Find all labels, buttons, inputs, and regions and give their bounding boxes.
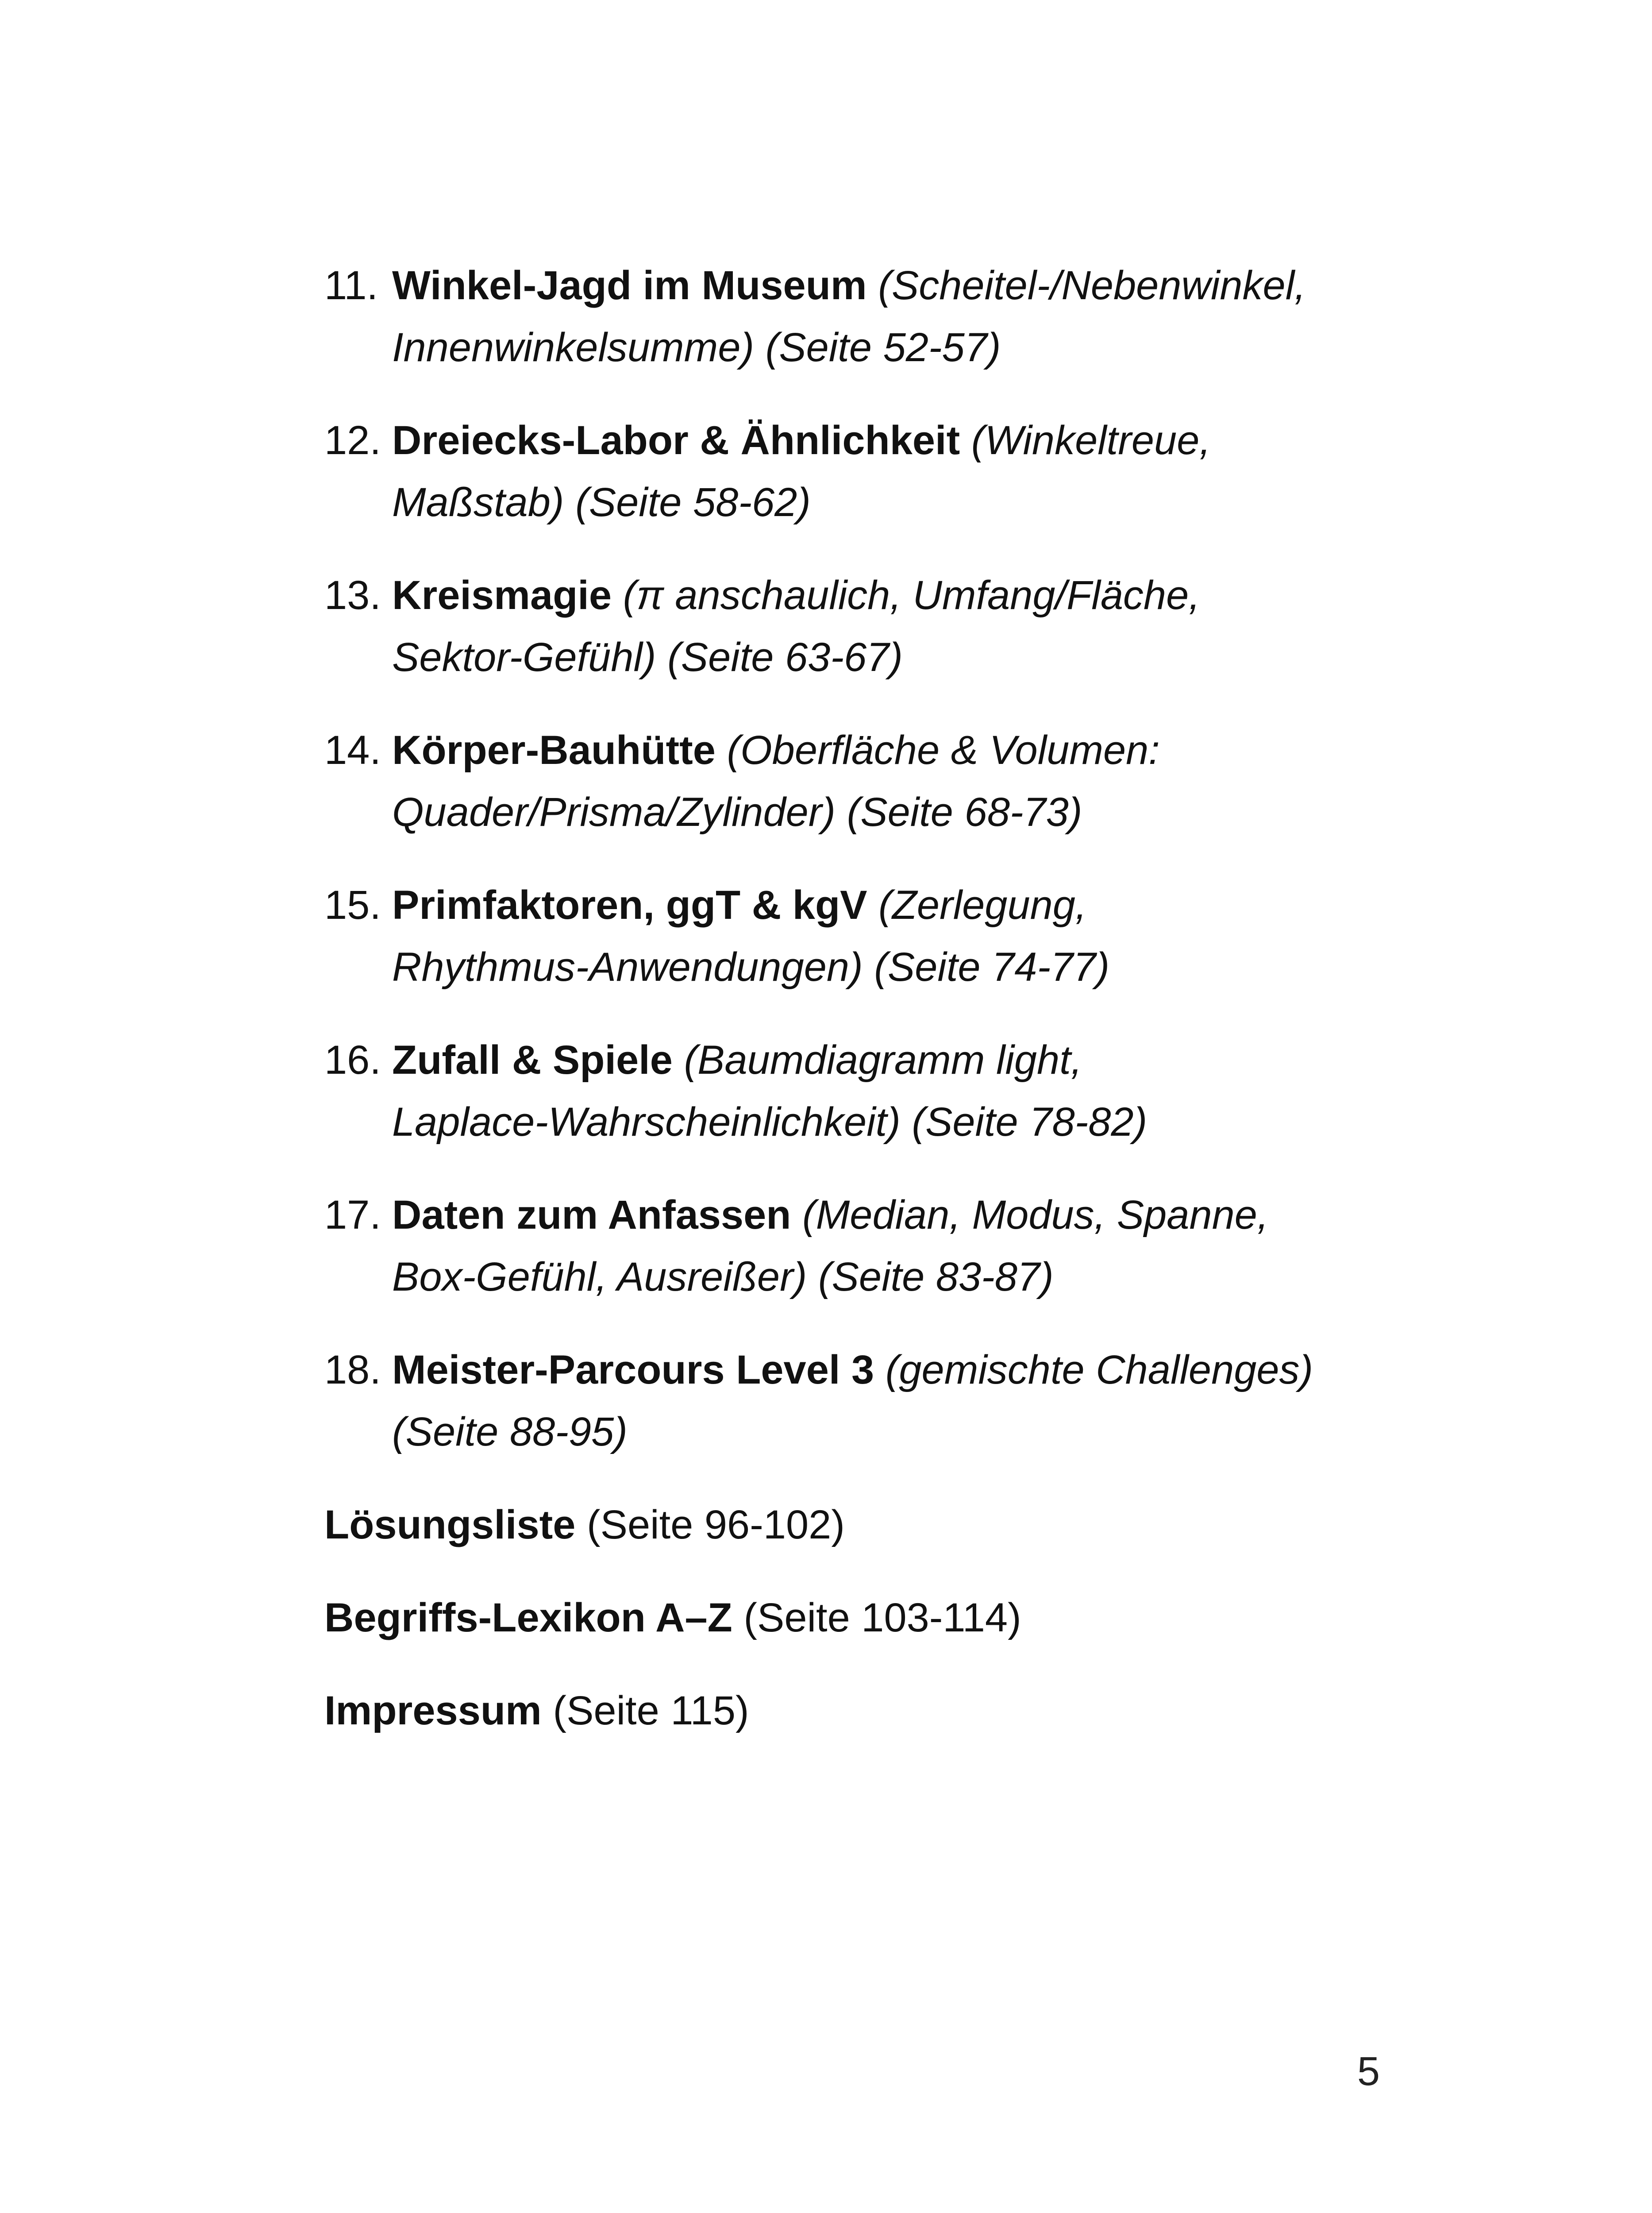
toc-entry-text (392, 254, 1475, 378)
toc-entry-description: (Scheitel-/Nebenwinkel, (866, 263, 1306, 308)
toc-entry-description: (Baumdiagramm light, (672, 1037, 1082, 1083)
toc-entry-number: 13. (324, 573, 381, 618)
toc-entry-pages: (Seite 115) (541, 1688, 749, 1733)
toc-entry-begriffs-lexikon[interactable] (324, 1587, 1475, 1649)
toc-entry-impressum[interactable] (324, 1680, 1475, 1742)
toc-entry-number: 18. (324, 1347, 381, 1392)
toc-entry-title: Lösungsliste (324, 1502, 576, 1547)
toc-entry-number: 11. (324, 263, 378, 308)
page-number: 5 (1357, 2049, 1380, 2094)
table-of-contents (324, 254, 1475, 1773)
toc-entry-text (392, 719, 1475, 843)
toc-entry-text (392, 409, 1475, 533)
toc-entry-number: 12. (324, 418, 381, 463)
toc-entry-title: Begriffs-Lexikon A–Z (324, 1595, 732, 1640)
toc-entry-13[interactable] (324, 564, 1475, 688)
toc-entry-description-cont: (Seite 88-95) (392, 1409, 628, 1454)
toc-entry-text (392, 1339, 1475, 1463)
toc-entry-title: Winkel-Jagd im Museum (392, 263, 867, 308)
toc-entry-description: (Zerlegung, (867, 883, 1087, 928)
toc-entry-number: 16. (324, 1037, 381, 1083)
toc-entry-description-cont: Box-Gefühl, Ausreißer) (Seite 83-87) (392, 1254, 1054, 1299)
toc-entry-description: (Winkeltreue, (960, 418, 1211, 463)
toc-entry-pages: (Seite 96-102) (575, 1502, 845, 1547)
toc-entry-16[interactable] (324, 1029, 1475, 1153)
toc-entry-15[interactable] (324, 874, 1475, 998)
toc-entry-number: 15. (324, 883, 381, 928)
toc-entry-text (392, 1029, 1475, 1153)
toc-entry-text (392, 564, 1475, 688)
toc-entry-12[interactable] (324, 409, 1475, 533)
toc-entry-description: (Median, Modus, Spanne, (791, 1192, 1269, 1238)
toc-entry-18[interactable] (324, 1339, 1475, 1463)
toc-entry-description-cont: Maßstab) (Seite 58-62) (392, 480, 811, 525)
toc-entry-description-cont: Rhythmus-Anwendungen) (Seite 74-77) (392, 945, 1110, 990)
toc-entry-number: 14. (324, 728, 381, 773)
toc-entry-description: (gemischte Challenges) (874, 1347, 1313, 1392)
toc-entry-title: Körper-Bauhütte (392, 728, 716, 773)
toc-entry-title: Meister-Parcours Level 3 (392, 1347, 874, 1392)
toc-entry-description-cont: Quader/Prisma/Zylinder) (Seite 68-73) (392, 790, 1082, 835)
toc-entry-title: Zufall & Spiele (392, 1037, 673, 1083)
toc-entry-11[interactable] (324, 254, 1475, 378)
toc-entry-description-cont: Sektor-Gefühl) (Seite 63-67) (392, 635, 903, 680)
toc-entry-description-cont: Innenwinkelsumme) (Seite 52-57) (392, 325, 1001, 370)
toc-entry-17[interactable] (324, 1184, 1475, 1308)
toc-entry-title: Dreiecks-Labor & Ähnlichkeit (392, 418, 960, 463)
toc-entry-description: (π anschaulich, Umfang/Fläche, (612, 573, 1200, 618)
toc-entry-title: Impressum (324, 1688, 542, 1733)
toc-entry-text (392, 1184, 1475, 1308)
toc-entry-title: Primfaktoren, ggT & kgV (392, 883, 867, 928)
toc-entry-number: 17. (324, 1192, 381, 1238)
toc-entry-title: Kreismagie (392, 573, 612, 618)
toc-entry-loesungsliste[interactable] (324, 1494, 1475, 1556)
toc-entry-description: (Oberfläche & Volumen: (715, 728, 1160, 773)
toc-entry-description-cont: Laplace-Wahrscheinlichkeit) (Seite 78-82) (392, 1099, 1148, 1145)
toc-entry-title: Daten zum Anfassen (392, 1192, 791, 1238)
toc-entry-pages: (Seite 103-114) (732, 1595, 1021, 1640)
toc-entry-14[interactable] (324, 719, 1475, 843)
toc-entry-text (392, 874, 1475, 998)
